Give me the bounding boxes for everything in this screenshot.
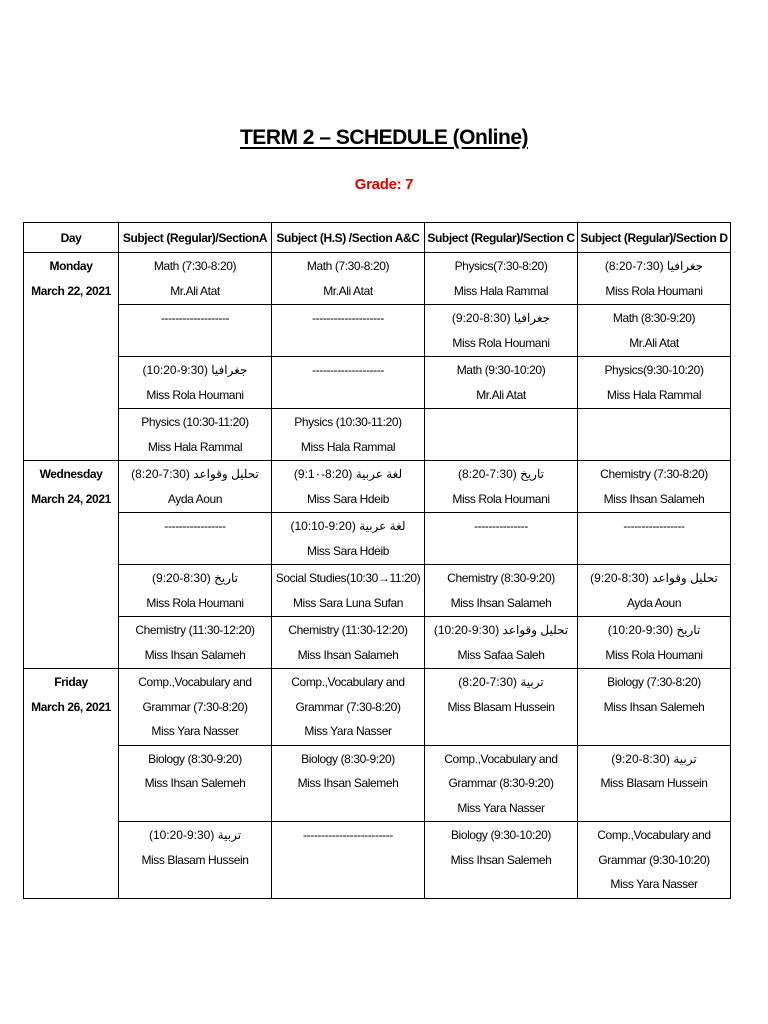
schedule-cell <box>578 357 731 409</box>
header-row <box>24 223 731 253</box>
schedule-cell <box>425 253 578 305</box>
table-row <box>24 669 731 746</box>
schedule-cell <box>272 253 425 305</box>
header-day: Day <box>24 223 119 253</box>
day-name: Friday <box>54 675 88 689</box>
schedule-cell <box>425 513 578 565</box>
subject-time: Comp.,Vocabulary and <box>138 675 252 689</box>
subject-time: Comp.,Vocabulary and <box>444 751 558 766</box>
subject-time: Chemistry (8:30-9:20) <box>447 571 555 585</box>
schedule-cell <box>578 565 731 617</box>
subject-time: Chemistry (11:30-12:20) <box>135 623 255 637</box>
schedule-cell <box>119 745 272 822</box>
subject-time: تحليل وقواعد (7:30-8:20) <box>131 467 259 481</box>
day-cell <box>24 669 119 899</box>
schedule-cell <box>119 822 272 899</box>
teacher-name: Miss Rola Houmani <box>452 491 550 506</box>
subject-time: Social Studies(10:30→11:20) <box>275 571 421 585</box>
schedule-cell <box>425 745 578 822</box>
header-section-d: Subject (Regular)/Section D <box>578 223 731 253</box>
day-cell <box>24 253 119 461</box>
schedule-cell <box>119 305 272 357</box>
subject-time: Physics (10:30-11:20) <box>294 415 402 429</box>
teacher-name: Miss Yara Nasser <box>304 724 392 738</box>
teacher-name: Miss Safaa Saleh <box>457 647 545 662</box>
schedule-cell <box>578 409 731 461</box>
schedule-cell <box>119 461 272 513</box>
subject-time: Biology (8:30-9:20) <box>148 751 242 766</box>
table-row <box>24 822 731 899</box>
subject-time: تحليل وقواعد (9:30-10:20) <box>433 623 569 637</box>
subject-time: Math (7:30-8:20) <box>153 259 237 273</box>
schedule-cell <box>578 822 731 899</box>
teacher-name: Mr.Ali Atat <box>476 387 526 402</box>
schedule-cell <box>425 822 578 899</box>
teacher-name: Ayda Aoun <box>167 491 223 506</box>
teacher-name: Miss Sara Hdeib <box>306 543 390 558</box>
subject-time: Biology (9:30-10:20) <box>450 828 552 842</box>
teacher-name: Miss Ihsan Salameh <box>450 595 552 610</box>
schedule-cell <box>578 461 731 513</box>
schedule-cell <box>425 565 578 617</box>
teacher-name: Miss Rola Houmani <box>146 387 244 402</box>
header-section-c: Subject (Regular)/Section C <box>425 223 578 253</box>
subject-time: Physics (10:30-11:20) <box>141 415 249 429</box>
table-row <box>24 357 731 409</box>
subject-time: Biology (8:30-9:20) <box>301 751 395 766</box>
subject-time: Chemistry (11:30-12:20) <box>288 623 408 637</box>
day-date: March 24, 2021 <box>31 491 111 506</box>
teacher-name: Miss Yara Nasser <box>610 877 698 891</box>
day-date: March 22, 2021 <box>31 283 111 298</box>
subject-time: Grammar (9:30-10:20) <box>598 852 710 867</box>
subject-time: تحليل وقواعد (8:30-9:20) <box>590 571 718 585</box>
schedule-cell <box>272 461 425 513</box>
table-row <box>24 461 731 513</box>
schedule-cell <box>272 822 425 899</box>
teacher-name: Miss Ihsan Salemeh <box>450 852 552 867</box>
schedule-cell <box>425 409 578 461</box>
teacher-name: Mr.Ali Atat <box>323 283 373 298</box>
schedule-body <box>24 253 731 899</box>
subject-time: تاريخ (8:30-9:20) <box>152 571 238 585</box>
subject-time: Math (8:30-9:20) <box>612 311 696 325</box>
teacher-name: Ayda Aoun <box>626 595 682 610</box>
subject-time: Grammar (7:30-8:20) <box>295 699 401 714</box>
subject-time: Chemistry (7:30-8:20) <box>600 467 708 481</box>
subject-time: لغة عربية (8:20-9:1٠) <box>293 467 403 481</box>
subject-time: تربية (7:30-8:20) <box>458 675 544 689</box>
teacher-name: Miss Hala Rammal <box>453 283 549 298</box>
subject-time: -------------------- <box>312 363 384 377</box>
schedule-cell <box>578 305 731 357</box>
schedule-cell <box>272 669 425 746</box>
schedule-cell <box>119 669 272 746</box>
schedule-cell <box>119 513 272 565</box>
schedule-cell <box>272 305 425 357</box>
teacher-name: Miss Ihsan Salemeh <box>144 776 246 790</box>
header-section-a: Subject (Regular)/SectionA <box>119 223 272 253</box>
subject-time: جغرافيا (9:30-10:20) <box>142 363 248 377</box>
table-row <box>24 253 731 305</box>
subject-time: تاريخ (9:30-10:20) <box>607 623 701 637</box>
schedule-cell <box>119 617 272 669</box>
day-cell <box>24 461 119 669</box>
day-name: Monday <box>49 259 93 273</box>
schedule-table <box>23 222 731 899</box>
schedule-cell <box>425 617 578 669</box>
subject-time: ----------------- <box>623 519 685 533</box>
schedule-cell <box>578 513 731 565</box>
subject-time: Grammar (8:30-9:20) <box>448 776 554 790</box>
schedule-cell <box>119 565 272 617</box>
schedule-cell <box>578 669 731 746</box>
teacher-name: Miss Hala Rammal <box>300 439 396 454</box>
schedule-cell <box>272 565 425 617</box>
header-hs-section-ac: Subject (H.S) /Section A&C <box>272 223 425 253</box>
teacher-name: Miss Sara Luna Sufan <box>292 595 404 610</box>
subject-time: Comp.,Vocabulary and <box>597 828 711 842</box>
schedule-cell <box>578 745 731 822</box>
schedule-cell <box>272 409 425 461</box>
table-row <box>24 617 731 669</box>
subject-time: Math (9:30-10:20) <box>456 363 546 377</box>
day-date: March 26, 2021 <box>31 699 111 714</box>
schedule-cell <box>119 253 272 305</box>
table-row <box>24 305 731 357</box>
schedule-cell <box>578 617 731 669</box>
subject-time: -------------------- <box>312 311 384 325</box>
subject-time: جغرافيا (8:30-9:20) <box>451 311 551 325</box>
subject-time: ------------------------- <box>303 828 393 842</box>
schedule-cell <box>425 357 578 409</box>
teacher-name: Miss Ihsan Salameh <box>297 647 399 662</box>
subject-time: --------------- <box>474 519 528 533</box>
table-row <box>24 409 731 461</box>
schedule-cell <box>272 357 425 409</box>
day-name: Wednesday <box>39 467 103 481</box>
subject-time: ------------------- <box>160 311 230 325</box>
schedule-cell <box>425 461 578 513</box>
table-row <box>24 565 731 617</box>
teacher-name: Mr.Ali Atat <box>170 283 220 298</box>
subject-time: Comp.,Vocabulary and <box>291 675 405 689</box>
teacher-name: Miss Yara Nasser <box>457 800 545 815</box>
teacher-name: Miss Blasam Hussein <box>141 852 249 867</box>
teacher-name: Miss Ihsan Salameh <box>144 647 246 662</box>
teacher-name: Miss Ihsan Salemeh <box>297 776 399 790</box>
table-row <box>24 745 731 822</box>
subject-time: تربية (8:30-9:20) <box>611 751 697 766</box>
teacher-name: Miss Yara Nasser <box>151 724 239 738</box>
schedule-cell <box>425 305 578 357</box>
schedule-cell <box>272 745 425 822</box>
teacher-name: Miss Ihsan Salemeh <box>603 699 705 714</box>
teacher-name: Miss Hala Rammal <box>147 439 243 454</box>
teacher-name: Miss Hala Rammal <box>606 387 702 402</box>
subject-time: Math (7:30-8:20) <box>306 259 390 273</box>
teacher-name: Mr.Ali Atat <box>629 335 679 350</box>
subject-time: Grammar (7:30-8:20) <box>142 699 248 714</box>
subject-time: جغرافيا (7:30-8:20) <box>604 259 704 273</box>
subject-time: Biology (7:30-8:20) <box>607 675 701 689</box>
teacher-name: Miss Blasam Hussein <box>447 699 555 714</box>
subject-time: Physics(9:30-10:20) <box>604 363 704 377</box>
schedule-cell <box>425 669 578 746</box>
subject-time: تربية (9:30-10:20) <box>148 828 242 842</box>
subject-time: Physics(7:30-8:20) <box>454 259 548 273</box>
teacher-name: Miss Rola Houmani <box>146 595 244 610</box>
schedule-cell <box>578 253 731 305</box>
schedule-cell <box>119 357 272 409</box>
schedule-cell <box>272 617 425 669</box>
teacher-name: Miss Rola Houmani <box>605 283 703 298</box>
teacher-name: Miss Sara Hdeib <box>306 491 390 506</box>
grade-label: Grade: 7 <box>354 176 414 193</box>
teacher-name: Miss Blasam Hussein <box>600 776 708 790</box>
teacher-name: Miss Ihsan Salameh <box>603 491 705 506</box>
table-row <box>24 513 731 565</box>
subject-time: ----------------- <box>164 519 226 533</box>
subject-time: تاريخ (7:30-8:20) <box>458 467 544 481</box>
document-title: TERM 2 – SCHEDULE (Online) <box>239 126 529 149</box>
teacher-name: Miss Rola Houmani <box>605 647 703 662</box>
subject-time: لغة عربية (9:20-10:10) <box>290 519 406 533</box>
schedule-cell <box>119 409 272 461</box>
schedule-cell <box>272 513 425 565</box>
teacher-name: Miss Rola Houmani <box>452 335 550 350</box>
